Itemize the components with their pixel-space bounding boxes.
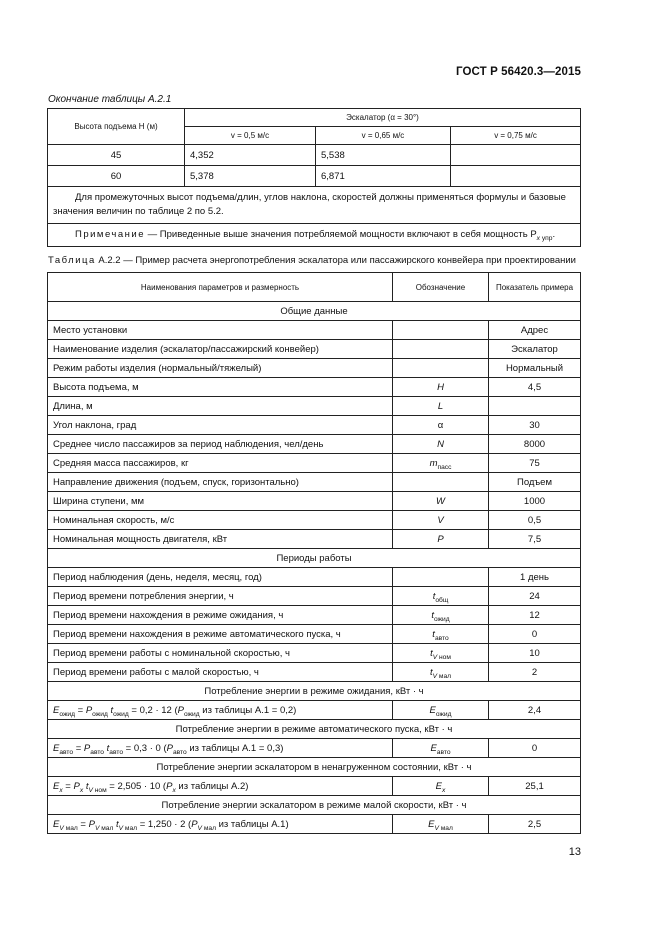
table-note: Для промежуточных высот подъема/длин, углов наклона, скоростей должны применяться формулы и базовые значения величин по таблице 2 по 5.2.: [48, 187, 581, 224]
param-name: Высота подъема, м: [48, 378, 393, 397]
param-value: 0: [489, 625, 581, 644]
table-row: [48, 568, 581, 587]
param-name: Номинальная скорость, м/с: [48, 511, 393, 530]
table-cell: 5,378: [185, 166, 316, 187]
table-row: [48, 492, 581, 511]
param-symbol: $E_{авто}$: [393, 739, 489, 758]
table-a21-caption: Окончание таблицы А.2.1: [48, 94, 172, 105]
remark-label: Примечание: [75, 229, 145, 240]
param-name: Режим работы изделия (нормальный/тяжелый): [48, 359, 393, 378]
param-value: [489, 397, 581, 416]
table-remark: Примечание — Приведенные выше значения потребляемой мощности включают в себя мощность $P_{x упр}$.: [48, 224, 581, 247]
table-row: [48, 145, 581, 166]
param-symbol: L: [393, 397, 489, 416]
table-a22: [47, 272, 581, 834]
table-row: [48, 625, 581, 644]
param-symbol: [393, 359, 489, 378]
table-row: [48, 454, 581, 473]
param-name: Ширина ступени, мм: [48, 492, 393, 511]
table-a21: [47, 108, 581, 247]
table-row: [48, 416, 581, 435]
table-row: [48, 587, 581, 606]
param-value: 12: [489, 606, 581, 625]
param-name: Среднее число пассажиров за период наблюдения, чел/день: [48, 435, 393, 454]
param-value: 75: [489, 454, 581, 473]
param-name: Период времени потребления энергии, ч: [48, 587, 393, 606]
table-row: [48, 359, 581, 378]
param-name: Направление движения (подъем, спуск, горизонтально): [48, 473, 393, 492]
param-symbol: $t_{авто}$: [393, 625, 489, 644]
param-name: Период времени работы с малой скоростью, ч: [48, 663, 393, 682]
table-row: [48, 397, 581, 416]
formula-noload: $E_x = P_x$ $t_{V ном} = 2,505 \cdot 10$ ($P_x$ из таблицы А.2): [48, 777, 393, 796]
table-cell: 60: [48, 166, 185, 187]
param-value: 1 день: [489, 568, 581, 587]
param-name: Место установки: [48, 321, 393, 340]
param-symbol: [393, 568, 489, 587]
param-value: 7,5: [489, 530, 581, 549]
param-value: 2,5: [489, 815, 581, 834]
param-name: Наименование изделия (эскалатор/пассажирский конвейер): [48, 340, 393, 359]
param-name: Средняя масса пассажиров, кг: [48, 454, 393, 473]
param-value: 0: [489, 739, 581, 758]
param-name: Номинальная мощность двигателя, кВт: [48, 530, 393, 549]
table-row: [48, 739, 581, 758]
param-symbol: $t_{общ}$: [393, 587, 489, 606]
table-row: [48, 777, 581, 796]
param-symbol: W: [393, 492, 489, 511]
formula-low: $E_{V мал} = P_{V мал}$ $t_{V мал} = 1,250 \cdot 2$ ($P_{V мал}$ из таблицы А.1): [48, 815, 393, 834]
param-name: Период наблюдения (день, неделя, месяц, год): [48, 568, 393, 587]
param-symbol: N: [393, 435, 489, 454]
param-name: Период времени работы с номинальной скоростью, ч: [48, 644, 393, 663]
param-value: Адрес: [489, 321, 581, 340]
header-symbol: Обозначение: [393, 273, 489, 302]
table-row: [48, 511, 581, 530]
table-cell: 4,352: [185, 145, 316, 166]
table-cell: 5,538: [316, 145, 451, 166]
param-value: Нормальный: [489, 359, 581, 378]
param-name: Период времени нахождения в режиме ожидания, ч: [48, 606, 393, 625]
table-row: [48, 166, 581, 187]
table-row: [48, 530, 581, 549]
table-row: [48, 701, 581, 720]
speed-header: v = 0,65 м/с: [316, 127, 451, 145]
param-value: 24: [489, 587, 581, 606]
param-symbol: $t_{V мал}$: [393, 663, 489, 682]
speed-header: v = 0,75 м/с: [451, 127, 581, 145]
table-row: [48, 321, 581, 340]
param-symbol: [393, 473, 489, 492]
param-symbol: $m_{пасс}$: [393, 454, 489, 473]
param-value: 10: [489, 644, 581, 663]
section-energy-wait: Потребление энергии в режиме ожидания, кВт · ч: [48, 682, 581, 701]
table-row: [48, 340, 581, 359]
section-energy-noload: Потребление энергии эскалатором в ненагруженном состоянии, кВт · ч: [48, 758, 581, 777]
param-value: Эскалатор: [489, 340, 581, 359]
param-value: 8000: [489, 435, 581, 454]
col-height-header: Высота подъема H (м): [48, 109, 185, 145]
param-name: Длина, м: [48, 397, 393, 416]
param-value: 2,4: [489, 701, 581, 720]
table-row: [48, 473, 581, 492]
table-cell: [451, 166, 581, 187]
table-row: [48, 663, 581, 682]
header-params: Наименования параметров и размерность: [48, 273, 393, 302]
section-energy-low: Потребление энергии эскалатором в режиме малой скорости, кВт · ч: [48, 796, 581, 815]
param-symbol: [393, 340, 489, 359]
table-cell: 6,871: [316, 166, 451, 187]
param-value: 0,5: [489, 511, 581, 530]
section-general: Общие данные: [48, 302, 581, 321]
page-number: 13: [568, 846, 581, 858]
param-value: 2: [489, 663, 581, 682]
param-symbol: α: [393, 416, 489, 435]
speed-header: v = 0,5 м/с: [185, 127, 316, 145]
header-value: Показатель примера: [489, 273, 581, 302]
param-symbol: [393, 321, 489, 340]
param-symbol: V: [393, 511, 489, 530]
param-symbol: P: [393, 530, 489, 549]
caption-label: Таблица: [48, 255, 96, 266]
section-periods: Периоды работы: [48, 549, 581, 568]
param-symbol: $E_{V мал}$: [393, 815, 489, 834]
remark-text: — Приведенные выше значения потребляемой мощности включают в себя мощность P: [147, 229, 537, 240]
table-cell: [451, 145, 581, 166]
param-value: 1000: [489, 492, 581, 511]
escalator-group-header: Эскалатор (α = 30°): [185, 109, 581, 127]
table-row: [48, 644, 581, 663]
table-row: [48, 815, 581, 834]
section-energy-auto: Потребление энергии в режиме автоматического пуска, кВт · ч: [48, 720, 581, 739]
table-cell: 45: [48, 145, 185, 166]
standard-title: ГОСТ Р 56420.3—2015: [456, 66, 581, 78]
table-row: [48, 435, 581, 454]
param-name: Период времени нахождения в режиме автоматического пуска, ч: [48, 625, 393, 644]
formula-wait: $E_{ожид} = P_{ожид}$ $t_{ожид} = 0,2 \cdot 12$ ($P_{ожид}$ из таблицы А.1 = 0,2): [48, 701, 393, 720]
param-symbol: $t_{V ном}$: [393, 644, 489, 663]
table-a22-caption: [48, 255, 576, 266]
param-value: 30: [489, 416, 581, 435]
param-symbol: $t_{ожид}$: [393, 606, 489, 625]
param-symbol: $E_x$: [393, 777, 489, 796]
caption-text: А.2.2 — Пример расчета энергопотребления эскалатора или пассажирского конвейера при проектировании: [98, 255, 576, 266]
param-value: 4,5: [489, 378, 581, 397]
table-row: [48, 606, 581, 625]
param-symbol: H: [393, 378, 489, 397]
formula-auto: $E_{авто} = P_{авто}$ $t_{авто} = 0,3 \cdot 0$ ($P_{авто}$ из таблицы А.1 = 0,3): [48, 739, 393, 758]
param-symbol: $E_{ожид}$: [393, 701, 489, 720]
param-value: Подъем: [489, 473, 581, 492]
param-value: 25,1: [489, 777, 581, 796]
param-name: Угол наклона, град: [48, 416, 393, 435]
table-row: [48, 378, 581, 397]
